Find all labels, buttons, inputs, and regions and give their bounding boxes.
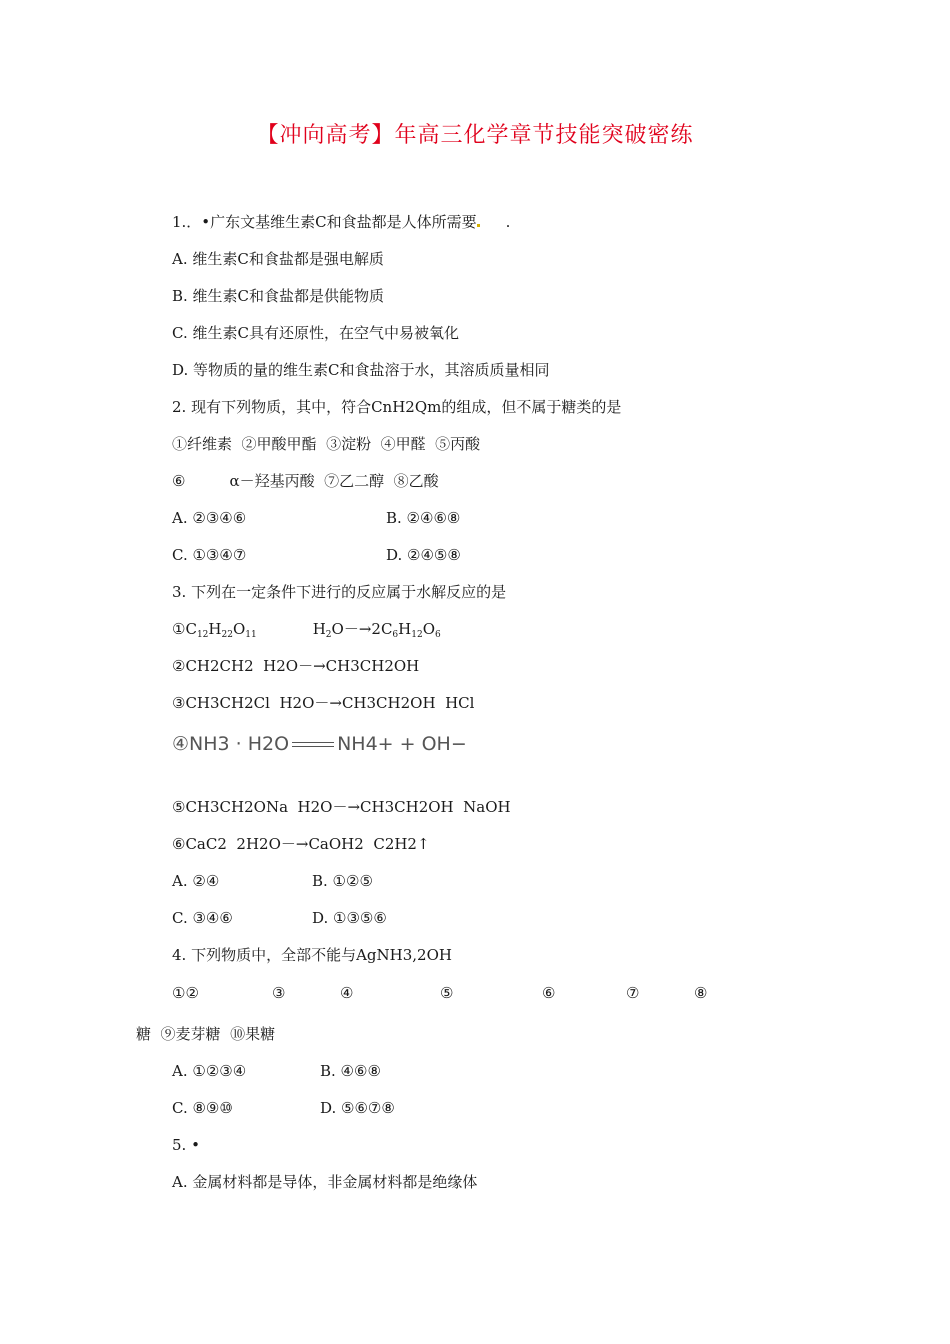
r1-sub: 12 [196,630,209,640]
question-4-stem: 4. 下列物质中，全部不能与AgNH3,2OH [172,946,452,964]
question-4-item: ④ [340,984,354,1002]
r1-sub: 12 [411,630,423,640]
question-3-option-c: C. ③④⑥ [172,909,233,927]
question-2-option-d: D. ②④⑤⑧ [386,546,461,564]
question-2-item-6-marker: ⑥ [172,472,186,490]
question-1-option-b: B. 维生素C和食盐都是供能物质 [172,287,385,305]
question-1-tail: . [505,213,511,231]
reaction-4-equation [172,733,467,755]
r1-part: H [312,620,326,638]
r1-part: O－→2C [331,620,393,638]
question-3-stem: 3. 下列在一定条件下进行的反应属于水解反应的是 [172,583,507,601]
r1-part: O [422,620,436,638]
question-1-stem [172,212,510,232]
r1-sub: 2 [325,630,332,640]
highlight-dot [477,224,480,227]
document-title: 【冲向高考】年高三化学章节技能突破密练 [256,123,694,148]
r1-sub: 22 [221,630,233,640]
question-4-option-a: A. ①②③④ [172,1062,247,1080]
question-2-stem: 2. 现有下列物质，其中，符合CnH2Qm的组成，但不属于糖类的是 [172,398,622,416]
question-3-option-b: B. ①②⑤ [312,872,373,890]
question-5-option-a: A. 金属材料都是导体，非金属材料都是绝缘体 [172,1173,478,1191]
reaction-1 [172,619,441,645]
reaction-4-right: NH4+ + OH− [337,733,467,755]
question-1-option-c: C. 维生素C具有还原性，在空气中易被氧化 [172,324,459,342]
r1-sub: 6 [435,630,441,640]
reaction-6: ⑥CaC2 2H2O－→CaOH2 C2H2↑ [172,835,430,853]
question-4-item: ①② [172,984,199,1002]
reaction-2: ②CH2CH2 H2O－→CH3CH2OH [172,657,420,675]
question-1-option-d: D. 等物质的量的维生素C和食盐溶于水，其溶质质量相同 [172,361,550,379]
question-2-option-a: A. ②③④⑥ [172,509,247,527]
reaction-3: ③CH3CH2Cl H2O－→CH3CH2OH HCl [172,694,475,712]
question-2-option-c: C. ①③④⑦ [172,546,247,564]
question-2-items-2 [172,471,439,491]
question-5-stem: 5. • [172,1136,200,1154]
question-4-option-b: B. ④⑥⑧ [320,1062,381,1080]
question-1-option-a: A. 维生素C和食盐都是强电解质 [172,250,384,268]
question-3-option-d: D. ①③⑤⑥ [312,909,387,927]
r1-part: ①C [172,620,197,638]
question-1-stem-text: 1.．•广东文基维生素C和食盐都是人体所需要 [172,213,477,231]
question-4-item: ⑧ [694,984,708,1002]
r1-part: O [232,620,246,638]
question-4-option-d: D. ⑤⑥⑦⑧ [320,1099,395,1117]
question-2-items-1: ①纤维素 ②甲酸甲酯 ③淀粉 ④甲醛 ⑤丙酸 [172,435,481,453]
question-4-item: ⑥ [542,984,556,1002]
question-3-option-a: A. ②④ [172,872,220,890]
equilibrium-arrow-icon [292,740,334,750]
r1-sub: 11 [245,630,257,640]
question-4-wrap-line: 糖 ⑨麦芽糖 ⑩果糖 [136,1025,276,1043]
question-4-item: ③ [272,984,286,1002]
question-2-items-2-text: α－羟基丙酸 ⑦乙二醇 ⑧乙酸 [229,472,439,490]
r1-part: H [208,620,222,638]
reaction-5: ⑤CH3CH2ONa H2O－→CH3CH2OH NaOH [172,798,511,816]
question-4-item: ⑤ [440,984,454,1002]
r1-part: H [398,620,412,638]
question-4-option-c: C. ⑧⑨⑩ [172,1099,233,1117]
r1-sub: 6 [392,630,399,640]
question-4-item: ⑦ [626,984,640,1002]
question-2-option-b: B. ②④⑥⑧ [386,509,461,527]
reaction-4-left: ④NH3 · H2O [172,733,290,755]
